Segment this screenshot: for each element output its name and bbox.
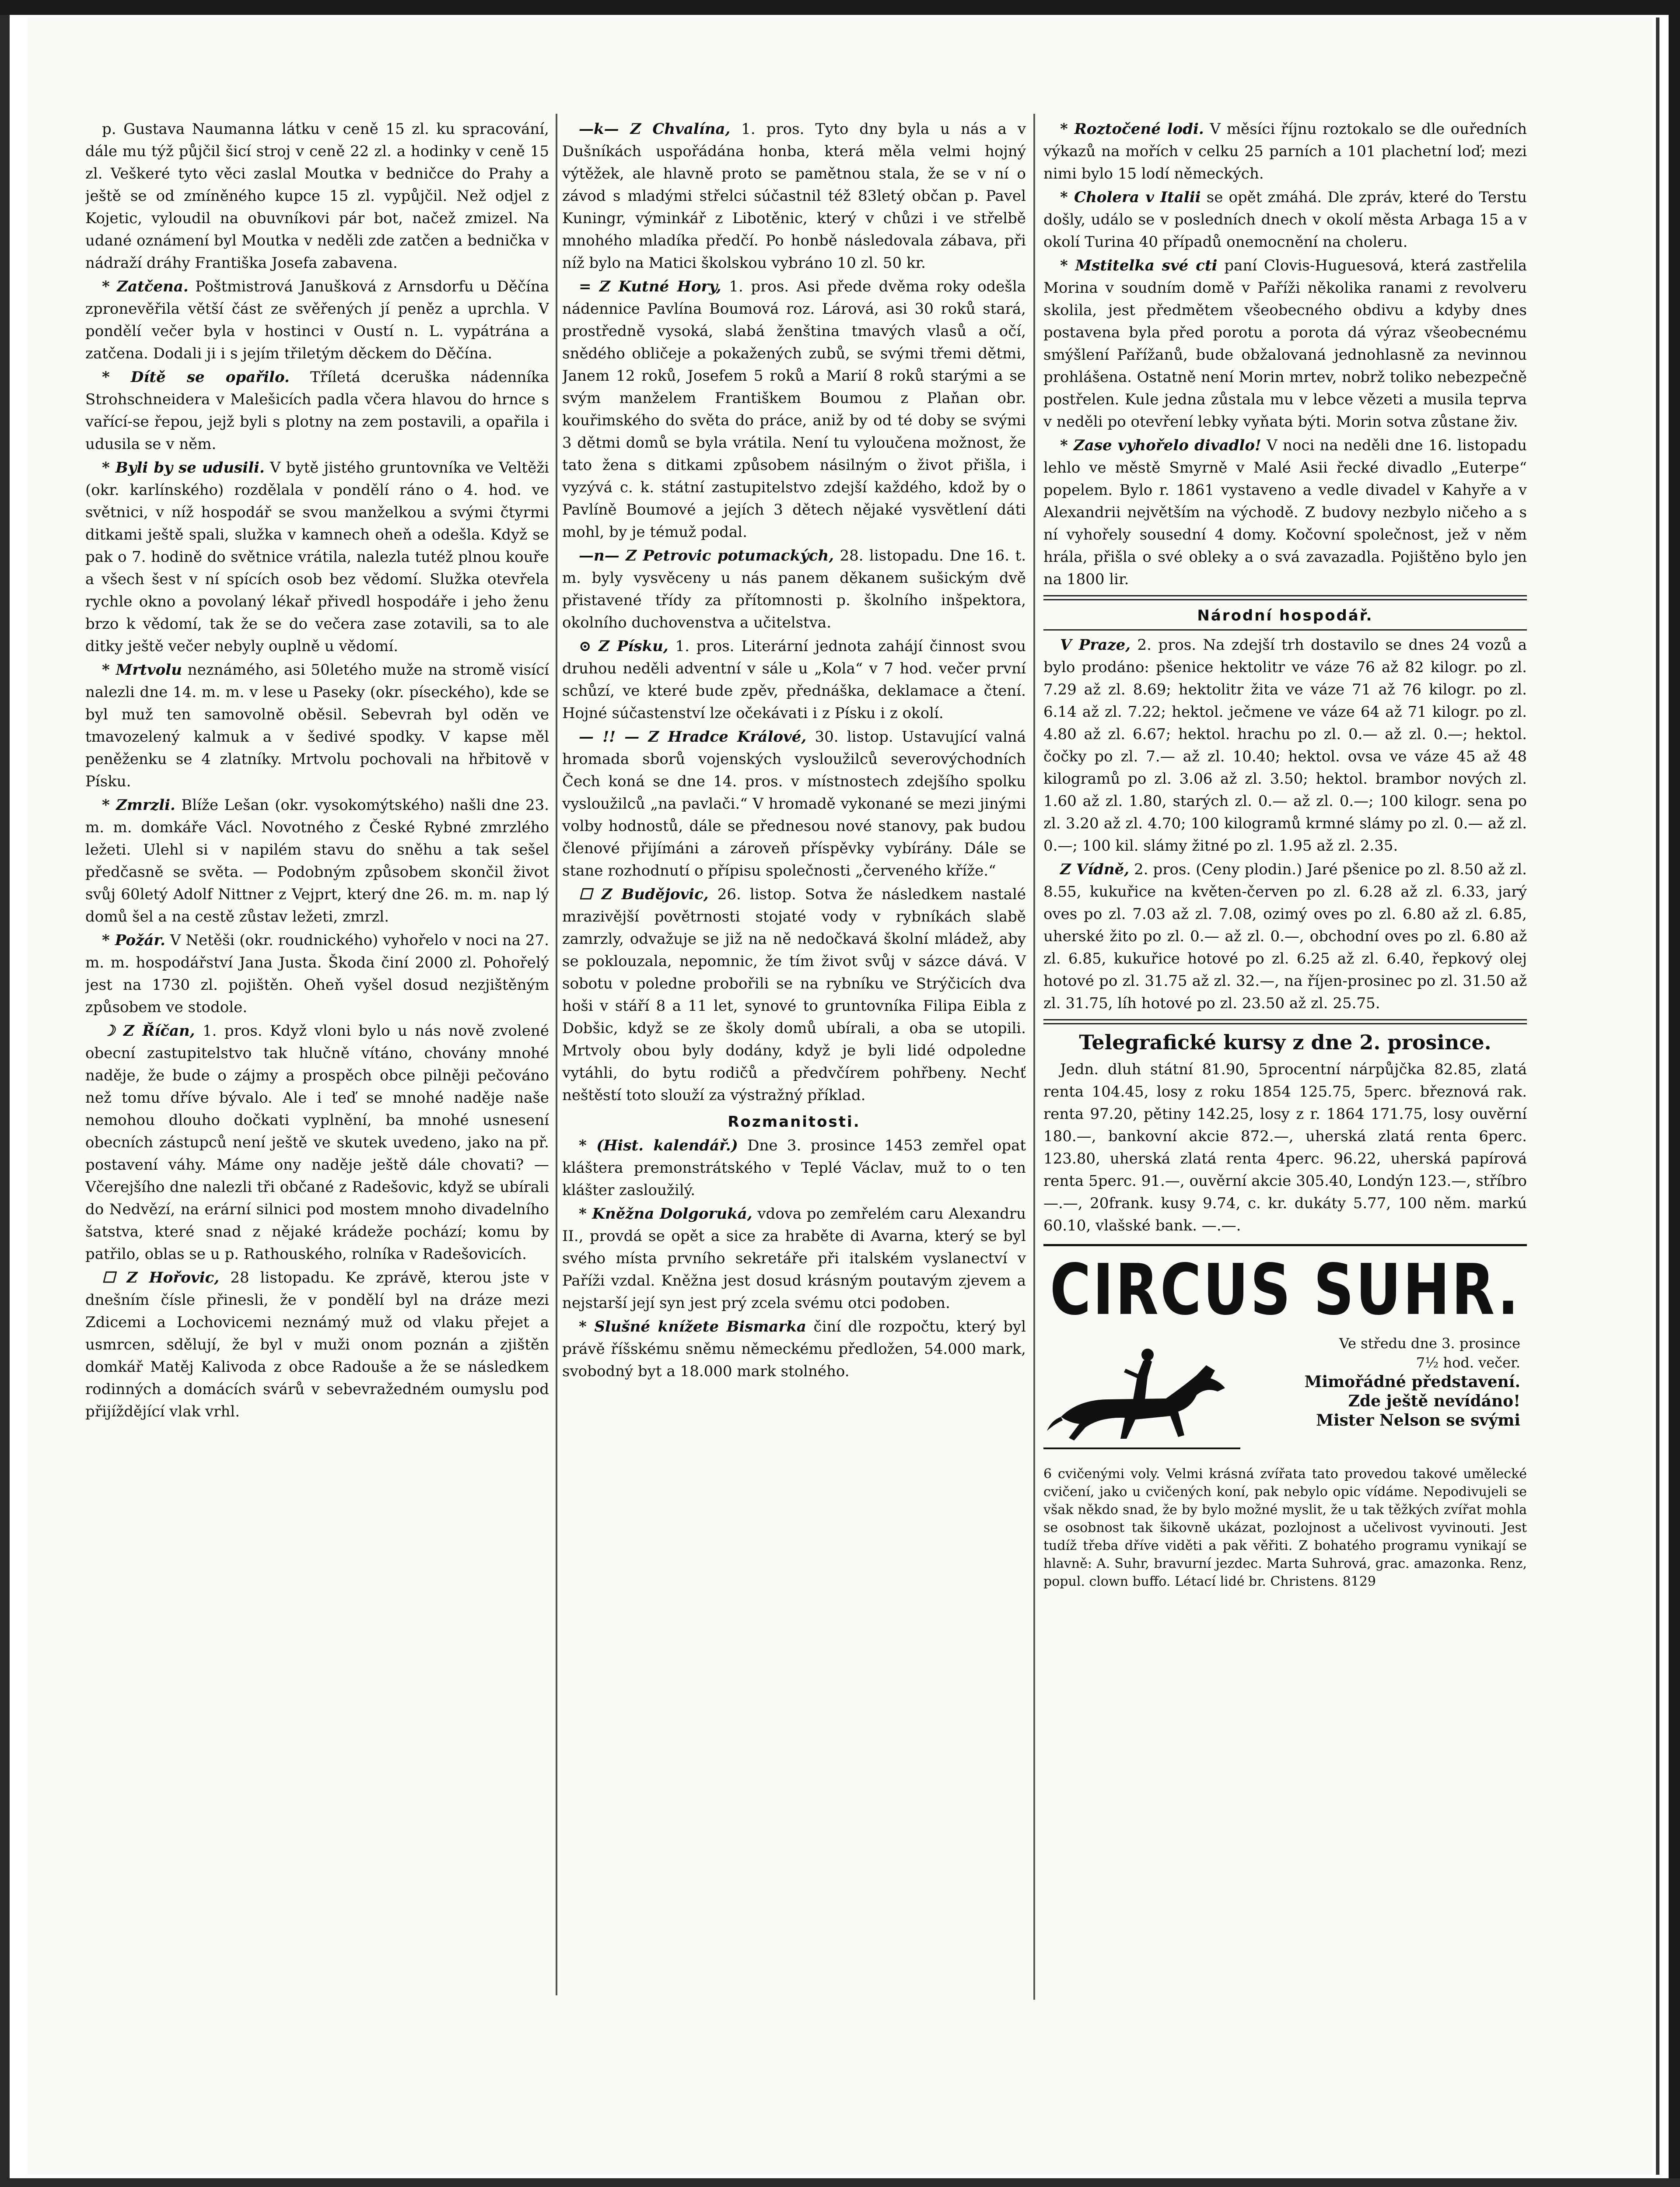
paragraph-text: 2. pros. (Ceny plodin.) Jaré pšenice po zl. 8.50 až zl. 8.55, kukuřice na květen-červen po zl. 6.28 až zl. 6.33, jarý oves po zl. 7.03 až zl. 7.08, ozimý oves po zl. 6.80 až zl. 6.85, uherské žito po zl. 0.— až zl. 0.—, obchodní oves po zl. 6.80 až zl. 6.85, kukuřice hotové po zl. 6.25 až zl. 6.40, řepkový olej hotové po zl. 31.75 až zl. 32.—, na říjen-prosinec po zl. 31.50 až zl. 31.75, líh hotové po zl. 23.50 až zl. 25.75. bbox=[1043, 861, 1527, 1012]
column-divider-2 bbox=[1033, 114, 1035, 2000]
paragraph-heading: * Cholera v Italii bbox=[1060, 189, 1201, 206]
column-2 bbox=[562, 118, 1026, 1895]
telegraph-text: Jedn. dluh státní 81.90, 5procentní nárpůjčka 82.85, zlatá renta 104.45, losy z roku 1854 125.75, 5perc. březnová rak. renta 97.20, pětiny 142.25, losy z r. 1864 171.75, losy ouvěrní 180.—, bankovní akcie 872.—, uherská zlatá renta 6perc. 123.80, uherská zlatá renta 4perc. 96.22, uherská papírová renta 5perc. 91.—, ouvěrní akcie 305.40, Londýn 123.—, stříbro —.—, 20frank. kusy 9.74, c. kr. dukáty 5.77, 100 něm. markú 60.10, vlašské bank. —.—. bbox=[1043, 1061, 1527, 1234]
paragraph-heading: * Mrtvolu bbox=[102, 661, 182, 679]
page-binding-rule bbox=[1656, 18, 1659, 2175]
paragraph-heading: * Požár. bbox=[102, 932, 165, 949]
circus-time: 7½ hod. večer. bbox=[1416, 1354, 1520, 1371]
news-paragraph bbox=[85, 276, 549, 365]
news-paragraph bbox=[85, 366, 549, 456]
paragraph-heading: * Mstitelka své cti bbox=[1060, 257, 1218, 274]
paragraph-heading: * Kněžna Dolgoruká, bbox=[579, 1205, 752, 1223]
paragraph-heading: * Slušné knížete Bismarka bbox=[579, 1318, 806, 1335]
paragraph-text: Poštmistrová Janušková z Arnsdorfu u Děčína zpronevěřila větší část ze svěřených jí peněz a uprchla. V pondělí večer byla v hostinci v Oustí n. L. vypátrána a zatčena. Dodali ji i s jejím třiletým děckem do Děčína. bbox=[85, 278, 549, 362]
paragraph-text: V Netěši (okr. roudnického) vyhořelo v noci na 27. m. m. hospodářství Jana Justa. Škoda činí 2000 zl. Pohořelý jest na 1730 zl. pojištěn. Oheň vyšel dosud nezjištěným způsobem ve stodole. bbox=[85, 932, 549, 1016]
news-paragraph bbox=[1043, 634, 1527, 857]
circus-body-text: 6 cvičenými voly. Velmi krásná zvířata tato provedou takové umělecké cvičení, jako u cvičených koní, pak nebylo opic vídáme. Nepodivujeli se však někdo snad, že by bylo možné myslit, že u tak těžkých zvířat mohla se osobnost tak šikovně ukázat, pozlojnost a učelivost vyvinouti. Jest tudíž třeba dříve viděti a pak věřiti. Z bohatého programu vynikají se hlavně: A. Suhr, bravurní jezdec. Marta Suhrová, grac. amazonka. Renz, popul. clown buffo. Létací lidé br. Christens. 8129 bbox=[1043, 1466, 1527, 1589]
circus-date: Ve středu dne 3. prosince bbox=[1339, 1335, 1520, 1352]
paragraph-text: paní Clovis-Huguesová, která zastřelila Morina v soudním domě v Paříži několika ranami z revolveru skolila, jest předmětem všeobecného obdivu a kdyby dnes postavena byla před porotu a porota dá výraz všeobecnému smýšlení Pařížanů, bude obžalovaná jednohlasně za nevinnou prohlášena. Ostatně není Morin mrtev, nobrž toliko nebezpečně postřelen. Kule jedna zůstala mu v lebce vězeti a musila teprva v neděli po otevření lebky vyňata býti. Morin sotva zůstane živ. bbox=[1043, 257, 1527, 431]
column-1 bbox=[85, 118, 549, 2000]
hospodar-section bbox=[1043, 634, 1527, 1015]
news-paragraph bbox=[562, 635, 1026, 725]
paragraph-text: 1. pros. Asi přede dvěma roky odešla nádennice Pavlína Boumová roz. Lárová, asi 30 roků stará, prostředně vysoká, slabá ženština tmavých vlasů a očí, snědého obličeje a pokažených zubů, se svými třemi dětmi, Janem 12 roků, Josefem 5 roků a Marií 8 roků starými a se svým manželem Františkem Boumou z Plaňan obr. kouřimského do světa do práce, aniž by od té doby se svými 3 dětmi domů se byla vrátila. Není tu vyloučena možnost, že tato žena s ditkami způsobem násilným o život přišla, i vyzývá c. k. státní zastupitelstvo zdejší každého, kdož by o Pavlíně Boumové a jejích 3 dětech nějaké vysvětlení dáti mohl, by je témuž podal. bbox=[562, 278, 1026, 541]
paragraph-text: neznámého, asi 50letého muže na stromě visící nalezli dne 14. m. m. v lese u Paseky (okr. píseckého), kde se byl muž ten samovolně oběsil. Sebevrah byl oděn ve tmavozelený kalmuk a v šedivé spodky. V kapse měl peněženku se 4 zlatníky. Mrtvolu pochovali na hřbitově v Písku. bbox=[85, 661, 549, 790]
column-divider-1 bbox=[556, 114, 557, 1995]
news-paragraph bbox=[85, 457, 549, 658]
news-paragraph bbox=[562, 276, 1026, 543]
news-paragraph bbox=[85, 659, 549, 793]
paragraph-text: Dne 3. prosince 1453 zemřel opat kláštera premonstrátského v Teplé Václav, muž to o ten klášter zasloužilý. bbox=[562, 1137, 1026, 1199]
news-paragraph bbox=[1043, 118, 1527, 185]
paragraph-heading: * (Hist. kalendář.) bbox=[579, 1137, 738, 1154]
news-paragraph bbox=[85, 794, 549, 928]
news-paragraph bbox=[1043, 186, 1527, 253]
circus-never-seen: Zde ještě nevídáno! bbox=[1348, 1392, 1520, 1410]
paragraph-heading: * Roztočené lodi. bbox=[1060, 120, 1204, 138]
paragraph-text: V měsíci říjnu roztokalo se dle ouředních výkazů na mořích v celku 25 parních a 101 plachetní loď; mezi nimi bylo 15 lodí německých. bbox=[1043, 120, 1527, 182]
scan-edge-bottom bbox=[0, 2178, 1680, 2187]
ad-number: 8129 bbox=[1342, 1574, 1376, 1589]
paragraph-heading: * Byli by se udusili. bbox=[102, 459, 265, 477]
paragraph-text: vdova po zemřelém caru Alexandru II., provdá se opět a sice za hraběte di Avarna, který se byl svého místa prvního sekretáře při italském vyslanectví v Paříži vzdal. Kněžna jest dosud krásným poutavým zjevem a nejstarší její syn jest prý zcela svému otci podoben. bbox=[562, 1205, 1026, 1312]
paragraph-heading: V Praze, bbox=[1060, 636, 1131, 654]
circus-advertisement bbox=[1043, 1244, 1527, 1591]
paragraph-text: 1. pros. Tyto dny byla u nás a v Dušníkách uspořádána honba, která měla velmi hojný výtěžek, ale hlavně proto se pamětnou stala, že se v ní o závod s mladými střelci súčastnil též 83letý občan p. Pavel Kuningr, výminkář z Libotěnic, který v chůzi i ve střelbě mnohého mladíka předčí. Po honbě následovala zábava, při níž bylo na Matici školskou vybráno 10 zl. 50 kr. bbox=[562, 120, 1026, 272]
paragraph-heading: —n— Z Petrovic potumackých, bbox=[579, 547, 834, 564]
paragraph-heading: * Dítě se opařilo. bbox=[102, 368, 290, 386]
paragraph-text: 26. listop. Sotva že následkem nastalé mrazivější povětrnosti stojaté vody v rybníkách slabě zamrzly, odvažuje se již na ně nedočkavá školní mládež, aby se poklouzala, nepomnic, že tím život svůj v sázce dává. V sobotu v poledne probořili se na rybníku ve Strýčicích dva hoši v stáří 8 a 11 let, synové to gruntovníka Filipa Eibla z Dobšic, když se ze školy domů ubírali, a oba se utopili. Mrtvoly obou byly dodány, když je byli lidé odpoledne vytáhli, do bytu rodičů a předvčírem pohřbeny. Nechť neštěstí toto slouží za výstražný příklad. bbox=[562, 886, 1026, 1104]
news-paragraph bbox=[562, 1135, 1026, 1202]
section-title-hospodar: Národní hospodář. bbox=[1197, 607, 1373, 624]
paragraph-text: 1. pros. Když vloni bylo u nás nově zvolené obecní zastupitelstvo tak hlučně vítáno, chovány mnohé naděje, že bude o zájmy a prospěch obce pilněji pečováno než tomu dříve bývalo. Ale i teď se mnohé naděje naše nemohou dlouho dočkati vyplnění, ba mnohé usnesení obecních zástupců není ještě ve skutek uvedeno, jako na př. postavení váhy. Máme ony naděje ještě dále chovati? — Včerejšího dne nalezli tři občané z Radešovic, když se ubírali do Nedvězí, na erární silnici pod mostem mnoho divadelního šatstva, které snad z nějaké krádeže pochází; komu by patřilo, oblas se u p. Rathouského, rolníka v Radešovicích. bbox=[85, 1022, 549, 1263]
column-3-news bbox=[1043, 118, 1527, 591]
paragraph-heading: ⊙ Z Písku, bbox=[579, 638, 668, 655]
news-paragraph bbox=[562, 726, 1026, 882]
scan-edge-top bbox=[0, 0, 1680, 15]
paragraph-text: V bytě jistého gruntovníka ve Veltěži (okr. karlínského) rozdělala v pondělí ráno o 4. hod. ve světnici, v níž hospodář se svou manželkou a svými čtyrmi ditkami ještě spali, služka v kamnech oheň a odešla. Když se pak o 7. hodině do světnice vrátila, nalezla tutéž plnou kouře a všech šest v ní spících osob bez vědomí. Služka otevřela rychle okno a povolaný lékař přivedl hospodáře i jeho ženu brzo k vědomí, tak že se do večera zase zotavili, sa to ale ditky ještě večer nebyly ouplně u vědomí. bbox=[85, 459, 549, 655]
news-paragraph bbox=[1043, 255, 1527, 433]
paragraph-text: 28. listopadu. Dne 16. t. m. byly vysvěceny u nás panem děkanem sušickým dvě přistavené třídy za přítomnosti p. školního inšpektora, okolního duchovenstva a učitelstva. bbox=[562, 547, 1026, 631]
paragraph-text: 28 listopadu. Ke zprávě, kterou jste v dnešním čísle přinesli, že v pondělí byl na dráze mezi Zdicemi a Lochovicemi neznámý muž od vlaku přejet a usmrcen, sdělují, že byl v muži onom poznán a zjištěn domkář Matěj Kalivoda z obce Radouše a že se následkem rodinných a domácích svárů v sebevražedném oumyslu pod přijíždějící vlak vrhl. bbox=[85, 1269, 549, 1420]
paragraph-text: se opět zmáhá. Dle zpráv, které do Terstu došly, událo se v posledních dnech v okolí města Arbaga 15 a v okolí Turina 40 případů onemocnění na choleru. bbox=[1043, 189, 1527, 251]
paragraph-heading: ☐ Z Hořovic, bbox=[102, 1269, 220, 1286]
circus-special-show: Mimořádné představení. bbox=[1304, 1373, 1520, 1391]
paragraph-text: V noci na neděli dne 16. listopadu lehlo ve městě Smyrně v Malé Asii řecké divadlo „Euterpe“ popelem. Bylo r. 1861 vystaveno a vedle divadel v Kahyře a v Alexandrii největším na východě. Z budovy nezbylo ničeho a s ní vyhořely sousední 4 domy. Kočovní společnost, jež v něm hrála, přišla o své obleky a o svá zavazadla. Pojištěno bylo jen na 1800 lir. bbox=[1043, 437, 1527, 588]
paragraph-heading: —k— Z Chvalína, bbox=[579, 120, 731, 138]
paragraph-heading: * Zase vyhořelo divadlo! bbox=[1060, 437, 1261, 454]
paragraph-text: 1. pros. Literární jednota zahájí činnost svou druhou neděli adventní v sále u „Kola“ v 7 hod. večer první schůzí, ve které bude zpěv, přednáška, deklamace a čtení. Hojné súčastenství lze očekávati i z Písku i z okolí. bbox=[562, 638, 1026, 722]
paragraph-text: Blíže Lešan (okr. vysokomýtského) našli dne 23. m. m. domkáře Václ. Novotného z České Rybné zmrzlého ležeti. Ulehl si v napilém stavu do sněhu a tak sešel předčasně se světa. — Podobným způsobem skončil život svůj 60letý Adolf Nittner z Vejprt, který dne 26. m. m. nap lý domů šel a na cestě zůstav ležeti, zmrzl. bbox=[85, 796, 549, 925]
news-paragraph bbox=[85, 929, 549, 1019]
news-paragraph bbox=[85, 1020, 549, 1265]
scan-edge-right bbox=[1669, 0, 1680, 2187]
news-paragraph bbox=[562, 545, 1026, 634]
section-rule bbox=[1043, 595, 1527, 600]
news-paragraph bbox=[562, 1316, 1026, 1383]
paragraph-text: Tříletá dceruška nádenníka Strohschneidera v Malešicích padla včera hlavou do hrnce s vařící-se řepou, jejž byli s plotny na zem postavili, a opařila i udusila se v něm. bbox=[85, 368, 549, 453]
news-paragraph bbox=[562, 118, 1026, 274]
paragraph-heading: ☽ Z Říčan, bbox=[102, 1022, 195, 1040]
news-paragraph bbox=[85, 1267, 549, 1423]
circus-info bbox=[1249, 1334, 1520, 1430]
section-title-rozmanitosti: Rozmanitosti. bbox=[728, 1113, 861, 1131]
paragraph-heading: ☐ Z Budějovic, bbox=[579, 886, 709, 903]
news-paragraph bbox=[562, 1203, 1026, 1314]
paragraph-heading: Z Vídně, bbox=[1060, 861, 1130, 878]
news-paragraph bbox=[562, 883, 1026, 1107]
circus-title: CIRCUS SUHR. bbox=[1050, 1249, 1521, 1331]
circus-performer: Mister Nelson se svými bbox=[1316, 1411, 1520, 1430]
paragraph-text: 30. listop. Ustavující valná hromada sborů vojenských vysloužilců severovýchodních Čech koná se dne 14. pros. v místnostech zdejšího spolku vysloužilců „na pavlači.“ V hromadě vykonané se mezi jinými volby hodnostů, dále se přednesou nové stanovy, pak budou členové přijímáni a zároveň příspěvky vybírány. Dále se stane rozhodnutí o přípisu společnosti „červeného kříže.“ bbox=[562, 728, 1026, 880]
news-paragraph bbox=[85, 118, 549, 274]
paragraph-heading: = Z Kutné Hory, bbox=[579, 278, 721, 295]
news-paragraph bbox=[1043, 859, 1527, 1015]
column-3 bbox=[1043, 118, 1527, 2004]
paragraph-heading: — !! — Z Hradce Králové, bbox=[579, 728, 807, 746]
news-paragraph bbox=[1043, 435, 1527, 591]
horse-rider-icon bbox=[1043, 1334, 1240, 1465]
telegraph-title: Telegrafické kursy z dne 2. prosince. bbox=[1079, 1030, 1491, 1054]
column-2-news bbox=[562, 118, 1026, 1107]
paragraph-heading: * Zmrzli. bbox=[102, 796, 175, 814]
scan-edge-left bbox=[0, 0, 10, 2187]
paragraph-text: činí dle rozpočtu, který byl právě říšskému sněmu německému předložen, 54.000 mark, svobodný byt a 18.000 mark stolného. bbox=[562, 1318, 1026, 1380]
rozmanitosti-section bbox=[562, 1135, 1026, 1383]
paragraph-text: 2. pros. Na zdejší trh dostavilo se dnes 24 vozů a bylo prodáno: pšenice hektolitr ve váze 76 až 82 kilogr. po zl. 7.29 až zl. 8.69; hektolitr žita ve váze 71 až 76 kilogr. po zl. 6.14 až zl. 7.22; hektol. ječmene ve váze 64 až 71 kilogr. po zl. 4.80 až zl. 6.67; hektol. hrachu po zl. 0.— až zl. 0.—; hektol. čočky po zl. 7.— až zl. 10.40; hektol. ovsa ve váze 45 až 48 kilogramů po zl. 3.06 až zl. 3.50; hektol. brambor nových zl. 1.60 až zl. 1.80, starých zl. 0.— až zl. 0.—; 100 kilogr. sena po zl. 3.20 až zl. 4.70; 100 kilogramů krmné slámy po zl. 0.— až zl. 0.—; 100 kil. slámy žitné po zl. 1.95 až zl. 2.35. bbox=[1043, 636, 1527, 855]
section-rule bbox=[1043, 1019, 1527, 1024]
section-rule bbox=[1043, 629, 1527, 631]
paragraph-text: p. Gustava Naumanna látku v ceně 15 zl. ku spracování, dále mu týž půjčil šicí stroj v ceně 22 zl. a hodinky v ceně 15 zl. Veškeré tyto věci zaslal Moutka v bedničce do Prahy a ještě se od zmíněného kupce 15 zl. vypůjčil. Než odjel z Kojetic, vyloudil na obuvníkovi pár bot, načež zmizel. Na udané oznámení byl Moutka v neděli zde zatčen a bednička v nádraží dráhy Františka Josefa zabavena. bbox=[85, 120, 549, 272]
paragraph-heading: * Zatčena. bbox=[102, 278, 189, 295]
